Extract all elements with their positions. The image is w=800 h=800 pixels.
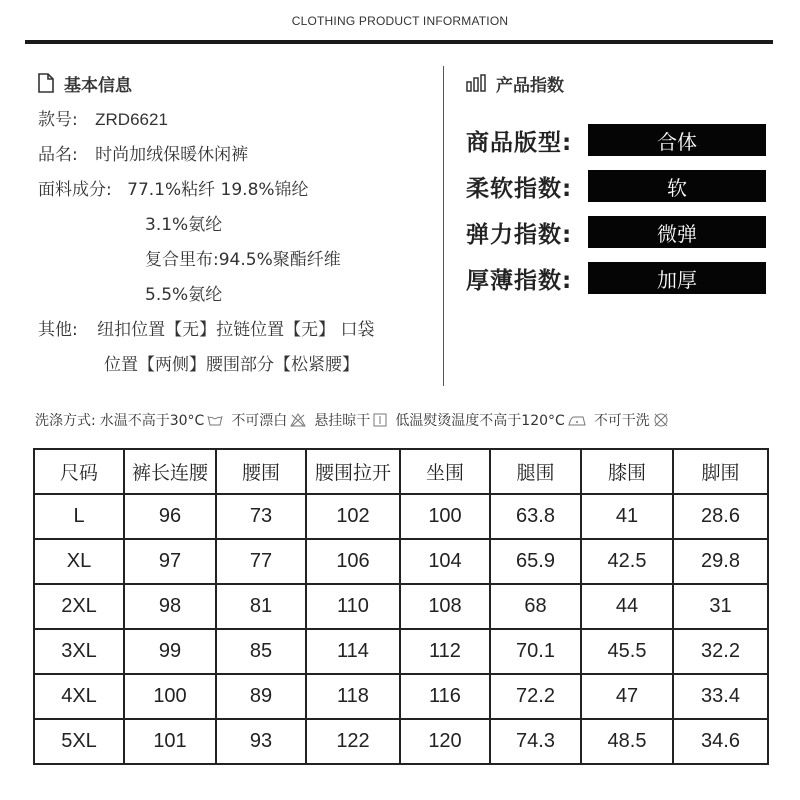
table-cell: 3XL [34, 629, 124, 674]
index-label: 弹力指数: [466, 221, 573, 248]
table-cell: 100 [400, 494, 490, 539]
table-row [34, 719, 768, 764]
column-header: 裤长连腰 [124, 449, 216, 494]
wash-item [594, 410, 669, 430]
no-bleach-icon [290, 413, 306, 427]
product-index-heading [466, 68, 776, 98]
table-cell: 122 [306, 719, 400, 764]
index-value: 微弹 [588, 216, 766, 248]
index-label: 商品版型: [466, 129, 573, 156]
table-cell: 104 [400, 539, 490, 584]
other-value-1: 纽扣位置【无】拉链位置【无】 口袋 [97, 320, 375, 340]
table-cell: 72.2 [490, 674, 581, 719]
column-header: 腿围 [490, 449, 581, 494]
wash-item-text: 水温不高于30°C [99, 413, 205, 429]
name-value: 时尚加绒保暖休闲裤 [95, 145, 249, 165]
lining-line-1: 复合里布:94.5%聚酯纤维 [145, 250, 341, 270]
basic-info-heading-text: 基本信息 [64, 75, 132, 96]
style-no-label: 款号: [38, 110, 78, 130]
table-row [34, 494, 768, 539]
basic-info-section [38, 68, 438, 383]
wash-item [314, 410, 387, 430]
table-cell: 48.5 [581, 719, 673, 764]
table-cell: 110 [306, 584, 400, 629]
table-cell: 114 [306, 629, 400, 674]
fabric-value-1: 77.1%粘纤 19.8%锦纶 [127, 180, 309, 200]
table-cell: 120 [400, 719, 490, 764]
column-header: 尺码 [34, 449, 124, 494]
bar-chart-icon [466, 74, 486, 92]
table-cell: 96 [124, 494, 216, 539]
table-cell: 74.3 [490, 719, 581, 764]
document-icon [38, 73, 54, 93]
fabric-line-2: 3.1%氨纶 [145, 215, 223, 235]
index-value: 合体 [588, 124, 766, 156]
header-title: CLOTHING PRODUCT INFORMATION [291, 14, 509, 28]
column-header: 膝围 [581, 449, 673, 494]
table-cell: 34.6 [673, 719, 768, 764]
table-cell: 89 [216, 674, 306, 719]
table-cell: 31 [673, 584, 768, 629]
fabric-label: 面料成分: [38, 180, 112, 200]
index-row-elasticity [466, 209, 776, 255]
table-cell: 108 [400, 584, 490, 629]
lining-line-2: 5.5%氨纶 [145, 285, 223, 305]
table-cell: 28.6 [673, 494, 768, 539]
table-cell: 45.5 [581, 629, 673, 674]
column-header: 脚围 [673, 449, 768, 494]
index-value: 加厚 [588, 262, 766, 294]
style-no-line [38, 102, 438, 138]
table-cell: 2XL [34, 584, 124, 629]
column-header: 腰围 [216, 449, 306, 494]
other-line [38, 313, 438, 348]
table-cell: 97 [124, 539, 216, 584]
header-divider [25, 40, 773, 44]
table-row [34, 539, 768, 584]
index-label: 柔软指数: [466, 175, 573, 202]
other-label: 其他: [38, 320, 78, 340]
table-header-row [34, 449, 768, 494]
table-cell: 102 [306, 494, 400, 539]
index-label: 厚薄指数: [466, 267, 573, 294]
table-cell: 93 [216, 719, 306, 764]
table-cell: XL [34, 539, 124, 584]
section-divider [443, 66, 444, 386]
name-label: 品名: [38, 145, 78, 165]
wash-item [231, 410, 306, 430]
table-cell: 118 [306, 674, 400, 719]
wash-label: 洗涤方式: [35, 413, 96, 429]
no-dry-clean-icon [653, 412, 669, 428]
table-cell: 73 [216, 494, 306, 539]
table-row [34, 629, 768, 674]
table-cell: 98 [124, 584, 216, 629]
table-cell: 41 [581, 494, 673, 539]
style-no-value: ZRD6621 [95, 110, 168, 129]
wash-item-text: 不可干洗 [593, 413, 650, 429]
table-cell: 33.4 [673, 674, 768, 719]
table-cell: 68 [490, 584, 581, 629]
basic-info-heading [38, 68, 438, 98]
product-index-heading-text: 产品指数 [496, 75, 564, 96]
index-row-thickness [466, 255, 776, 301]
fabric-line [38, 173, 438, 208]
table-cell: 77 [216, 539, 306, 584]
table-row [34, 584, 768, 629]
index-row-fit [466, 117, 776, 163]
table-cell: 116 [400, 674, 490, 719]
table-cell: 47 [581, 674, 673, 719]
table-cell: 44 [581, 584, 673, 629]
wash-item [100, 410, 224, 430]
wash-tub-icon [207, 414, 223, 426]
wash-instructions [35, 410, 775, 430]
index-row-softness [466, 163, 776, 209]
table-cell: 81 [216, 584, 306, 629]
product-index-section [466, 68, 776, 301]
wash-item-text: 悬挂晾干 [314, 413, 371, 429]
table-cell: 101 [124, 719, 216, 764]
size-table [33, 448, 769, 765]
table-cell: 70.1 [490, 629, 581, 674]
table-cell: 85 [216, 629, 306, 674]
table-cell: 32.2 [673, 629, 768, 674]
table-cell: 5XL [34, 719, 124, 764]
line-dry-icon [373, 413, 387, 427]
table-cell: L [34, 494, 124, 539]
table-cell: 63.8 [490, 494, 581, 539]
iron-icon [568, 414, 586, 426]
table-cell: 99 [124, 629, 216, 674]
wash-item [395, 410, 586, 430]
table-cell: 106 [306, 539, 400, 584]
name-line [38, 138, 438, 173]
table-cell: 42.5 [581, 539, 673, 584]
table-cell: 29.8 [673, 539, 768, 584]
table-row [34, 674, 768, 719]
column-header: 腰围拉开 [306, 449, 400, 494]
table-cell: 112 [400, 629, 490, 674]
other-line-2: 位置【两侧】腰围部分【松紧腰】 [104, 355, 359, 375]
wash-item-text: 低温熨烫温度不高于120°C [395, 413, 565, 429]
column-header: 坐围 [400, 449, 490, 494]
index-value: 软 [588, 170, 766, 202]
wash-item-text: 不可漂白 [231, 413, 288, 429]
table-cell: 65.9 [490, 539, 581, 584]
table-cell: 4XL [34, 674, 124, 719]
table-cell: 100 [124, 674, 216, 719]
